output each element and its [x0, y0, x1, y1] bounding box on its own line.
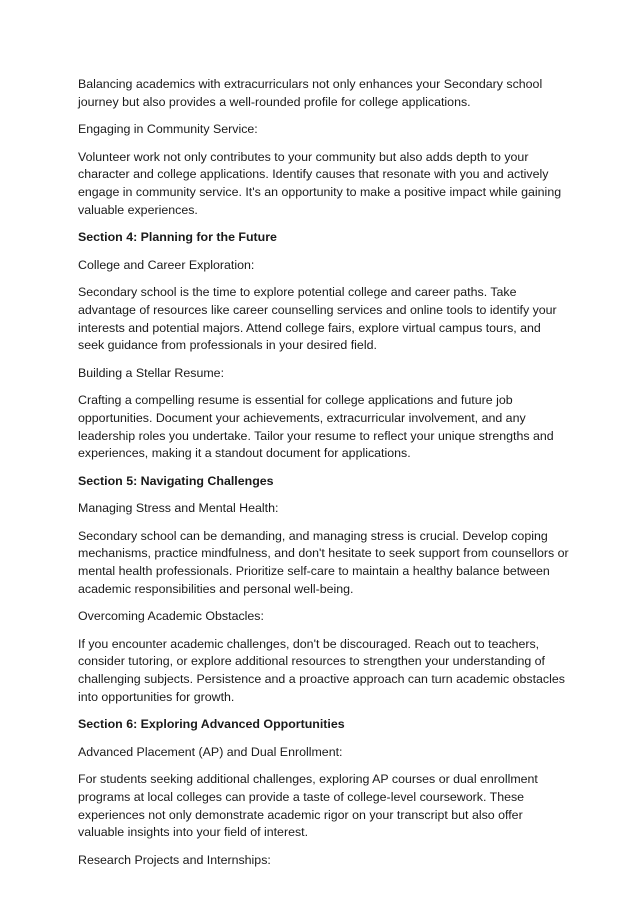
paragraph-college-career: Secondary school is the time to explore potential college and career paths. Take advantage of resources like career counselling services and online tools to identify your interests and potential majors. Attend college fairs, explore virtual campus tours, and seek guidance from professionals in your desired field.: [78, 285, 557, 353]
paragraph-stress: Secondary school can be demanding, and managing stress is crucial. Develop coping mechanisms, practice mindfulness, and don't hesitate to seek support from counsellors or mental health professionals. Prioritize self-care to maintain a healthy balance between academic responsibilities and personal well-being.: [78, 528, 569, 596]
subheading-research: Research Projects and Internships:: [78, 852, 271, 867]
paragraph-resume: Crafting a compelling resume is essential for college applications and future job opportunities. Document your achievements, extracurricular involvement, and any leadership roles you undertake. Tailor your resume to reflect your unique strengths and experiences, making it a standout document for applications.: [78, 393, 554, 461]
paragraph-academic-obstacles: If you encounter academic challenges, don't be discouraged. Reach out to teachers, consider tutoring, or explore additional resources to strengthen your understanding of challenging subjects. Persistence and a proactive approach can turn academic obstacles into opportunities for growth.: [78, 636, 565, 704]
subheading-stress: Managing Stress and Mental Health:: [78, 501, 279, 516]
subheading-community-service: Engaging in Community Service:: [78, 122, 258, 137]
paragraph-balancing: Balancing academics with extracurriculars not only enhances your Secondary school journey but also provides a well-rounded profile for college applications.: [78, 77, 543, 109]
subheading-college-career: College and Career Exploration:: [78, 257, 255, 272]
subheading-ap-dual: Advanced Placement (AP) and Dual Enrollment:: [78, 744, 343, 759]
section-6-heading: Section 6: Exploring Advanced Opportunities: [78, 717, 345, 732]
subheading-academic-obstacles: Overcoming Academic Obstacles:: [78, 609, 264, 624]
section-5-heading: Section 5: Navigating Challenges: [78, 473, 274, 488]
subheading-resume: Building a Stellar Resume:: [78, 365, 225, 380]
document-page: [78, 76, 570, 879]
section-4-heading: Section 4: Planning for the Future: [78, 230, 277, 245]
paragraph-volunteer-work: Volunteer work not only contributes to your community but also adds depth to your character and college applications. Identify causes that resonate with you and actively engage in community service. It's an opportunity to make a positive impact while gaining valuable experiences.: [78, 149, 562, 217]
paragraph-ap-dual: For students seeking additional challenges, exploring AP courses or dual enrollment programs at local colleges can provide a taste of college-level coursework. These experiences not only demonstrate academic rigor on your transcript but also offer valuable insights into your field of interest.: [78, 772, 538, 840]
